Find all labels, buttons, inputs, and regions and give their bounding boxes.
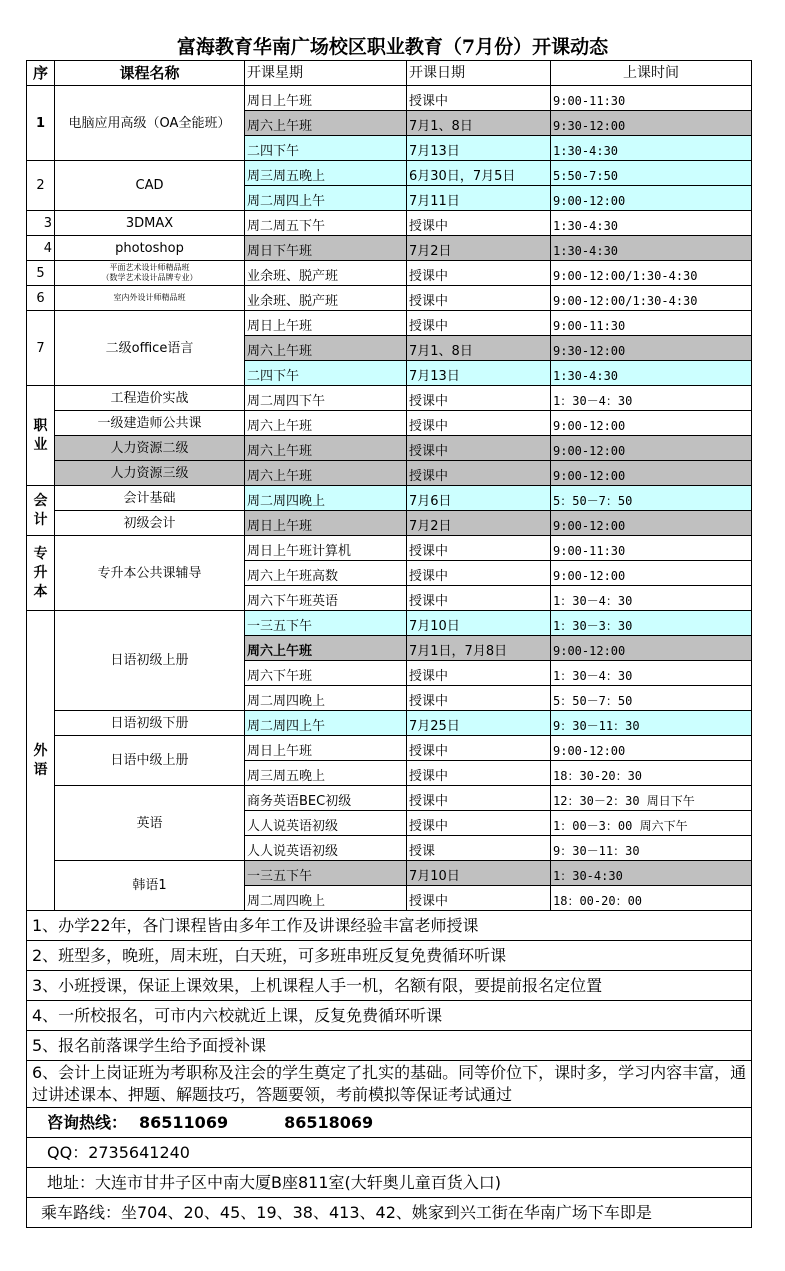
time-cell: 9:00-12:00 xyxy=(551,411,752,436)
time-cell: 5：50－7：50 xyxy=(551,686,752,711)
table-row xyxy=(27,261,752,286)
weekday-cell: 周二周四晚上 xyxy=(245,886,407,911)
time-cell: 9:00-12:00 xyxy=(551,461,752,486)
course-name: 日语初级下册 xyxy=(55,711,245,736)
weekday-cell: 周六上午班 xyxy=(245,111,407,136)
date-cell: 7月6日 xyxy=(407,486,551,511)
time-cell: 9:00-12:00 xyxy=(551,511,752,536)
time-cell: 5:50-7:50 xyxy=(551,161,752,186)
date-cell: 6月30日，7月5日 xyxy=(407,161,551,186)
time-cell: 1：30－4：30 xyxy=(551,586,752,611)
time-cell: 18：30-20：30 xyxy=(551,761,752,786)
table-header-row xyxy=(27,61,752,86)
course-name: 一级建造师公共课 xyxy=(55,411,245,436)
table-row xyxy=(27,86,752,111)
table-row xyxy=(27,736,752,761)
note-row xyxy=(27,1061,752,1108)
date-cell: 7月13日 xyxy=(407,361,551,386)
time-cell: 1：30－4：30 xyxy=(551,661,752,686)
time-cell: 9:00-12:00 xyxy=(551,736,752,761)
date-cell: 7月2日 xyxy=(407,511,551,536)
date-cell: 7月2日 xyxy=(407,236,551,261)
weekday-cell: 周六上午班 xyxy=(245,436,407,461)
row-seq: 6 xyxy=(27,286,55,311)
date-cell: 7月10日 xyxy=(407,861,551,886)
table-row xyxy=(27,436,752,461)
weekday-cell: 业余班、脱产班 xyxy=(245,261,407,286)
course-name: 3DMAX xyxy=(55,211,245,236)
weekday-cell: 周日上午班计算机 xyxy=(245,536,407,561)
hotline-phone-1: 86511069 xyxy=(139,1113,229,1132)
category-language: 外语 xyxy=(27,611,55,911)
course-name: 专升本公共课辅导 xyxy=(55,536,245,611)
time-cell: 1:30-4:30 xyxy=(551,361,752,386)
course-name: photoshop xyxy=(55,236,245,261)
time-cell: 9:00-12:00 xyxy=(551,636,752,661)
time-cell: 1：30－3：30 xyxy=(551,611,752,636)
weekday-cell: 周日上午班 xyxy=(245,736,407,761)
date-cell: 授课中 xyxy=(407,436,551,461)
weekday-cell: 人人说英语初级 xyxy=(245,836,407,861)
weekday-cell: 周六上午班 xyxy=(245,411,407,436)
table-row xyxy=(27,411,752,436)
weekday-cell: 周六上午班 xyxy=(245,461,407,486)
weekday-cell: 商务英语BEC初级 xyxy=(245,786,407,811)
weekday-cell: 周日上午班 xyxy=(245,311,407,336)
time-cell: 1:30-4:30 xyxy=(551,136,752,161)
date-cell: 7月1、8日 xyxy=(407,336,551,361)
date-cell: 7月25日 xyxy=(407,711,551,736)
note-row xyxy=(27,1001,752,1031)
category-vocational: 职业 xyxy=(27,386,55,486)
header-course: 课程名称 xyxy=(55,61,245,86)
table-row xyxy=(27,311,752,336)
time-cell: 9:00-12:00 xyxy=(551,561,752,586)
page-title: 富海教育华南广场校区职业教育（7月份）开课动态 xyxy=(176,36,609,58)
course-name-line1: 平面艺术设计师精品班 xyxy=(109,263,190,272)
time-cell: 1：00－3：00 周六下午 xyxy=(551,811,752,836)
weekday-cell: 人人说英语初级 xyxy=(245,811,407,836)
weekday-cell: 周二周四晚上 xyxy=(245,686,407,711)
time-cell: 1：30-4:30 xyxy=(551,861,752,886)
time-cell: 9:30-12:00 xyxy=(551,336,752,361)
time-cell: 9:00-12:00 xyxy=(551,436,752,461)
note-row xyxy=(27,1031,752,1061)
date-cell: 授课中 xyxy=(407,261,551,286)
row-seq: 2 xyxy=(27,161,55,211)
category-upgrade: 专升本 xyxy=(27,536,55,611)
address-row xyxy=(27,1168,752,1198)
time-cell: 9:00-12:00/1:30-4:30 xyxy=(551,286,752,311)
date-cell: 授课中 xyxy=(407,811,551,836)
course-name: 会计基础 xyxy=(55,486,245,511)
weekday-cell: 周六下午班英语 xyxy=(245,586,407,611)
time-cell: 1:30-4:30 xyxy=(551,236,752,261)
date-cell: 授课中 xyxy=(407,536,551,561)
table-row xyxy=(27,786,752,811)
date-cell: 授课中 xyxy=(407,211,551,236)
course-name: 初级会计 xyxy=(55,511,245,536)
date-cell: 授课中 xyxy=(407,561,551,586)
hotline-row xyxy=(27,1108,752,1138)
table-row xyxy=(27,386,752,411)
course-name: 韩语1 xyxy=(55,861,245,911)
qq-text: QQ：2735641240 xyxy=(27,1138,752,1168)
date-cell: 7月1、8日 xyxy=(407,111,551,136)
date-cell: 授课中 xyxy=(407,661,551,686)
course-name: 日语中级上册 xyxy=(55,736,245,786)
row-seq: 4 xyxy=(27,236,55,261)
date-cell: 授课中 xyxy=(407,736,551,761)
course-name: 工程造价实战 xyxy=(55,386,245,411)
date-cell: 7月13日 xyxy=(407,136,551,161)
table-row xyxy=(27,536,752,561)
time-cell: 12：30－2：30 周日下午 xyxy=(551,786,752,811)
weekday-cell: 周二周五下午 xyxy=(245,211,407,236)
weekday-cell: 周三周五晚上 xyxy=(245,161,407,186)
time-cell: 1：30－4：30 xyxy=(551,386,752,411)
row-seq: 7 xyxy=(27,311,55,386)
table-row xyxy=(27,211,752,236)
time-cell: 18：00-20：00 xyxy=(551,886,752,911)
date-cell: 授课 xyxy=(407,836,551,861)
date-cell: 7月10日 xyxy=(407,611,551,636)
time-cell: 9:00-12:00/1:30-4:30 xyxy=(551,261,752,286)
course-name-line2: （数学艺术设计品牌专业） xyxy=(101,273,198,282)
course-schedule-table xyxy=(26,60,752,1228)
date-cell: 授课中 xyxy=(407,386,551,411)
course-name: 人力资源三级 xyxy=(55,461,245,486)
row-seq: 3 xyxy=(27,211,55,236)
table-row xyxy=(27,861,752,886)
table-row xyxy=(27,461,752,486)
course-name: 二级office语言 xyxy=(55,311,245,386)
course-name: CAD xyxy=(55,161,245,211)
time-cell: 9:30-12:00 xyxy=(551,111,752,136)
date-cell: 授课中 xyxy=(407,886,551,911)
weekday-cell: 周二周四下午 xyxy=(245,386,407,411)
note-text: 5、报名前落课学生给予面授补课 xyxy=(27,1031,752,1061)
time-cell: 9:00-11:30 xyxy=(551,311,752,336)
weekday-cell: 一三五下午 xyxy=(245,861,407,886)
date-cell: 7月1日，7月8日 xyxy=(407,636,551,661)
date-cell: 授课中 xyxy=(407,786,551,811)
note-text: 2、班型多，晚班，周末班，白天班，可多班串班反复免费循环听课 xyxy=(27,941,752,971)
time-cell: 5：50－7：50 xyxy=(551,486,752,511)
note-row xyxy=(27,971,752,1001)
category-accounting: 会计 xyxy=(27,486,55,536)
table-row xyxy=(27,161,752,186)
header-time: 上课时间 xyxy=(551,61,752,86)
time-cell: 9:00-11:30 xyxy=(551,536,752,561)
hotline xyxy=(27,1108,752,1138)
row-seq: 5 xyxy=(27,261,55,286)
time-cell: 9:00-12:00 xyxy=(551,186,752,211)
weekday-cell: 周三周五晚上 xyxy=(245,761,407,786)
time-cell: 9：30－11：30 xyxy=(551,711,752,736)
weekday-cell: 周日上午班 xyxy=(245,86,407,111)
note-text: 6、会计上岗证班为考职称及注会的学生奠定了扎实的基础。同等价位下，课时多，学习内容丰富，通过讲述课本、押题、解题技巧，答题要领，考前模拟等保证考试通过 xyxy=(27,1061,752,1108)
row-seq: 1 xyxy=(27,86,55,161)
weekday-cell: 周二周四晚上 xyxy=(245,486,407,511)
note-text: 1、办学22年，各门课程皆由多年工作及讲课经验丰富老师授课 xyxy=(27,911,752,941)
date-cell: 授课中 xyxy=(407,411,551,436)
time-cell: 9：30－11：30 xyxy=(551,836,752,861)
course-name: 人力资源二级 xyxy=(55,436,245,461)
weekday-cell: 周二周四上午 xyxy=(245,711,407,736)
weekday-cell: 周六上午班高数 xyxy=(245,561,407,586)
date-cell: 授课中 xyxy=(407,686,551,711)
qq-row xyxy=(27,1138,752,1168)
date-cell: 7月11日 xyxy=(407,186,551,211)
header-date: 开课日期 xyxy=(407,61,551,86)
course-name: 室内外设计师精品班 xyxy=(55,286,245,311)
route-row xyxy=(27,1198,752,1228)
course-name: 日语初级上册 xyxy=(55,611,245,711)
table-row xyxy=(27,486,752,511)
course-name xyxy=(55,261,245,286)
weekday-cell: 二四下午 xyxy=(245,361,407,386)
hotline-phone-2: 86518069 xyxy=(284,1113,374,1132)
note-text: 3、小班授课，保证上课效果，上机课程人手一机，名额有限，要提前报名定位置 xyxy=(27,971,752,1001)
date-cell: 授课中 xyxy=(407,311,551,336)
table-row xyxy=(27,511,752,536)
date-cell: 授课中 xyxy=(407,461,551,486)
time-cell: 9:00-11:30 xyxy=(551,86,752,111)
note-row xyxy=(27,941,752,971)
weekday-cell: 周六上午班 xyxy=(245,336,407,361)
time-cell: 1:30-4:30 xyxy=(551,211,752,236)
table-row xyxy=(27,286,752,311)
date-cell: 授课中 xyxy=(407,761,551,786)
weekday-cell: 周二周四上午 xyxy=(245,186,407,211)
address-text: 地址：大连市甘井子区中南大厦B座811室(大轩奥儿童百货入口) xyxy=(27,1168,752,1198)
header-weekday: 开课星期 xyxy=(245,61,407,86)
table-row xyxy=(27,711,752,736)
route-text: 乘车路线：坐704、20、45、19、38、413、42、姚家到兴工街在华南广场下车即是 xyxy=(27,1198,752,1228)
note-row xyxy=(27,911,752,941)
weekday-cell: 一三五下午 xyxy=(245,611,407,636)
hotline-label: 咨询热线： xyxy=(47,1113,128,1132)
weekday-cell: 周六上午班 xyxy=(245,636,407,661)
weekday-cell: 周六下午班 xyxy=(245,661,407,686)
weekday-cell: 业余班、脱产班 xyxy=(245,286,407,311)
date-cell: 授课中 xyxy=(407,286,551,311)
table-row xyxy=(27,611,752,636)
weekday-cell: 周日下午班 xyxy=(245,236,407,261)
date-cell: 授课中 xyxy=(407,586,551,611)
course-name: 电脑应用高级（OA全能班） xyxy=(55,86,245,161)
note-text: 4、一所校报名，可市内六校就近上课，反复免费循环听课 xyxy=(27,1001,752,1031)
weekday-cell: 周日上午班 xyxy=(245,511,407,536)
date-cell: 授课中 xyxy=(407,86,551,111)
course-name: 英语 xyxy=(55,786,245,861)
header-seq: 序 xyxy=(27,61,55,86)
table-row xyxy=(27,236,752,261)
weekday-cell: 二四下午 xyxy=(245,136,407,161)
